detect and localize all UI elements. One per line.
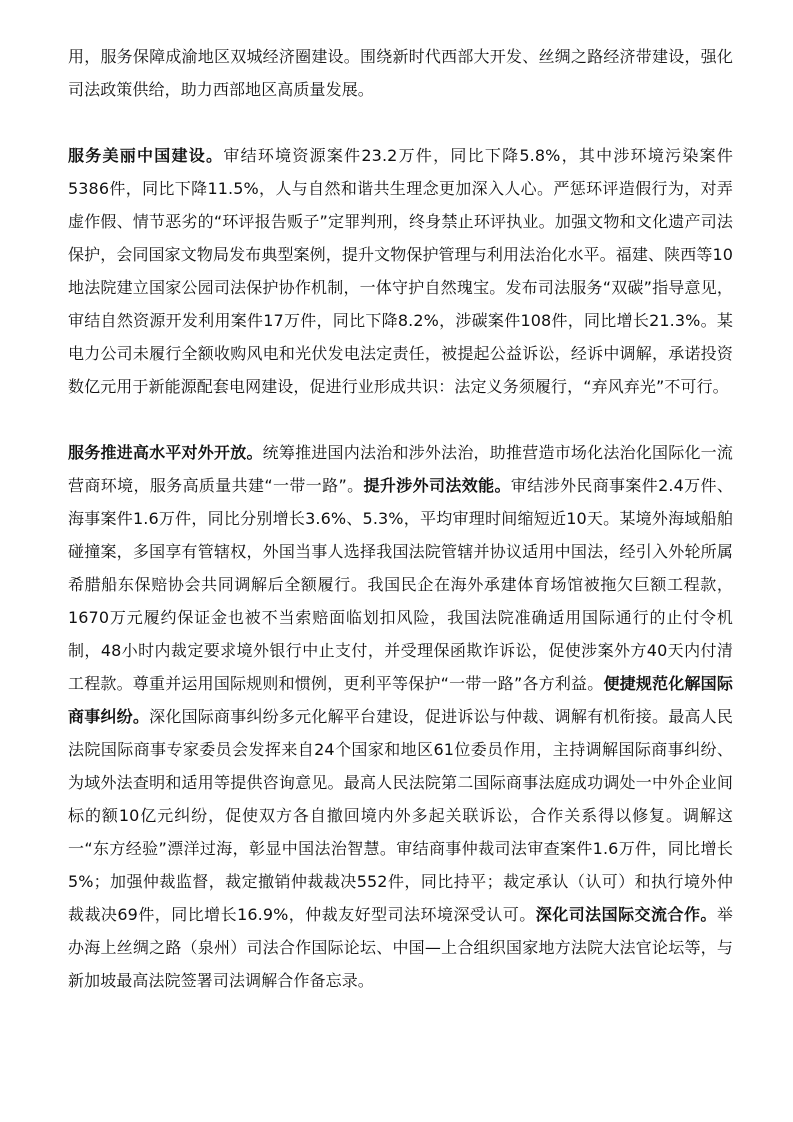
paragraph-text: 审结环境资源案件23.2万件，同比下降5.8%，其中涉环境污染案件5386件，同比下降11.5%，人与自然和谐共生理念更加深入人心。严惩环评造假行为，对弄虚作假、情节恶劣的“环评报告贩子”定罪判刑，终身禁止环评执业。加强文物和文化遗产司法保护，会同国家文物局发布典型案例，提升文物保护管理与利用法治化水平。福建、陕西等10地法院建立国家公园司法保护协作机制，一体守护自然瑰宝。发布司法服务“双碳”指导意见，审结自然资源开发利用案件17万件，同比下降8.2%，涉碳案件108件，同比增长21.3%。某电力公司未履行全额收购风电和光伏发电法定责任，被提起公益诉讼，经诉中调解，承诺投资数亿元用于新能源配套电网建设，促进行业形成共识：法定义务须履行，“弃风弃光”不可行。 [68, 146, 733, 396]
paragraph-opening-up [68, 436, 733, 997]
subsection-heading: 深化司法国际交流合作。 [535, 905, 717, 924]
paragraph-text: 举办海上丝绸之路（泉州）司法合作国际论坛、中国—上合组织国家地方法院大法官论坛等，与新加坡最高法院签署司法调解合作备忘录。 [68, 905, 733, 990]
section-heading: 服务美丽中国建设。 [68, 146, 224, 165]
paragraph-text: 深化国际商事纠纷多元化解平台建设，促进诉讼与仲裁、调解有机衔接。最高人民法院国际商事专家委员会发挥来自24个国家和地区61位委员作用，主持调解国际商事纠纷、为域外法查明和适用等提供咨询意见。最高人民法院第二国际商事法庭成功调处一中外企业间标的额10亿元纠纷，促使双方各自撤回境内外多起关联诉讼，合作关系得以修复。调解这一“东方经验”漂洋过海，彰显中国法治智慧。审结商事仲裁司法审查案件1.6万件，同比增长5%；加强仲裁监督，裁定撤销仲裁裁决552件，同比持平；裁定承认（认可）和执行境外仲裁裁决69件，同比增长16.9%，仲裁友好型司法环境深受认可。 [68, 707, 733, 924]
document-page [68, 40, 733, 997]
paragraph-text: 用，服务保障成渝地区双城经济圈建设。围绕新时代西部大开发、丝绸之路经济带建设，强化司法政策供给，助力西部地区高质量发展。 [68, 47, 733, 99]
section-heading: 服务推进高水平对外开放。 [68, 443, 263, 462]
paragraph-beautiful-china [68, 139, 733, 403]
subsection-heading: 便捷规范化解国际商事纠纷。 [68, 674, 733, 726]
paragraph-text: 统筹推进国内法治和涉外法治，助推营造市场化法治化国际化一流营商环境，服务高质量共建“一带一路”。 [68, 443, 733, 495]
subsection-heading: 提升涉外司法效能。 [363, 476, 511, 495]
paragraph-text: 审结涉外民商事案件2.4万件、海事案件1.6万件，同比分别增长3.6%、5.3%，平均审理时间缩短近10天。某境外海域船舶碰撞案，多国享有管辖权，外国当事人选择我国法院管辖并协议适用中国法，经引入外轮所属希腊船东保赔协会共同调解后全额履行。我国民企在海外承建体育场馆被拖欠巨额工程款，1670万元履约保证金也被不当索赔面临划扣风险，我国法院准确适用国际通行的止付令机制，48小时内裁定要求境外银行中止支付，并受理保函欺诈诉讼，促使涉案外方40天内付清工程款。尊重并运用国际规则和惯例，更利平等保护“一带一路”各方利益。 [68, 476, 734, 693]
paragraph-western-development [68, 40, 733, 106]
